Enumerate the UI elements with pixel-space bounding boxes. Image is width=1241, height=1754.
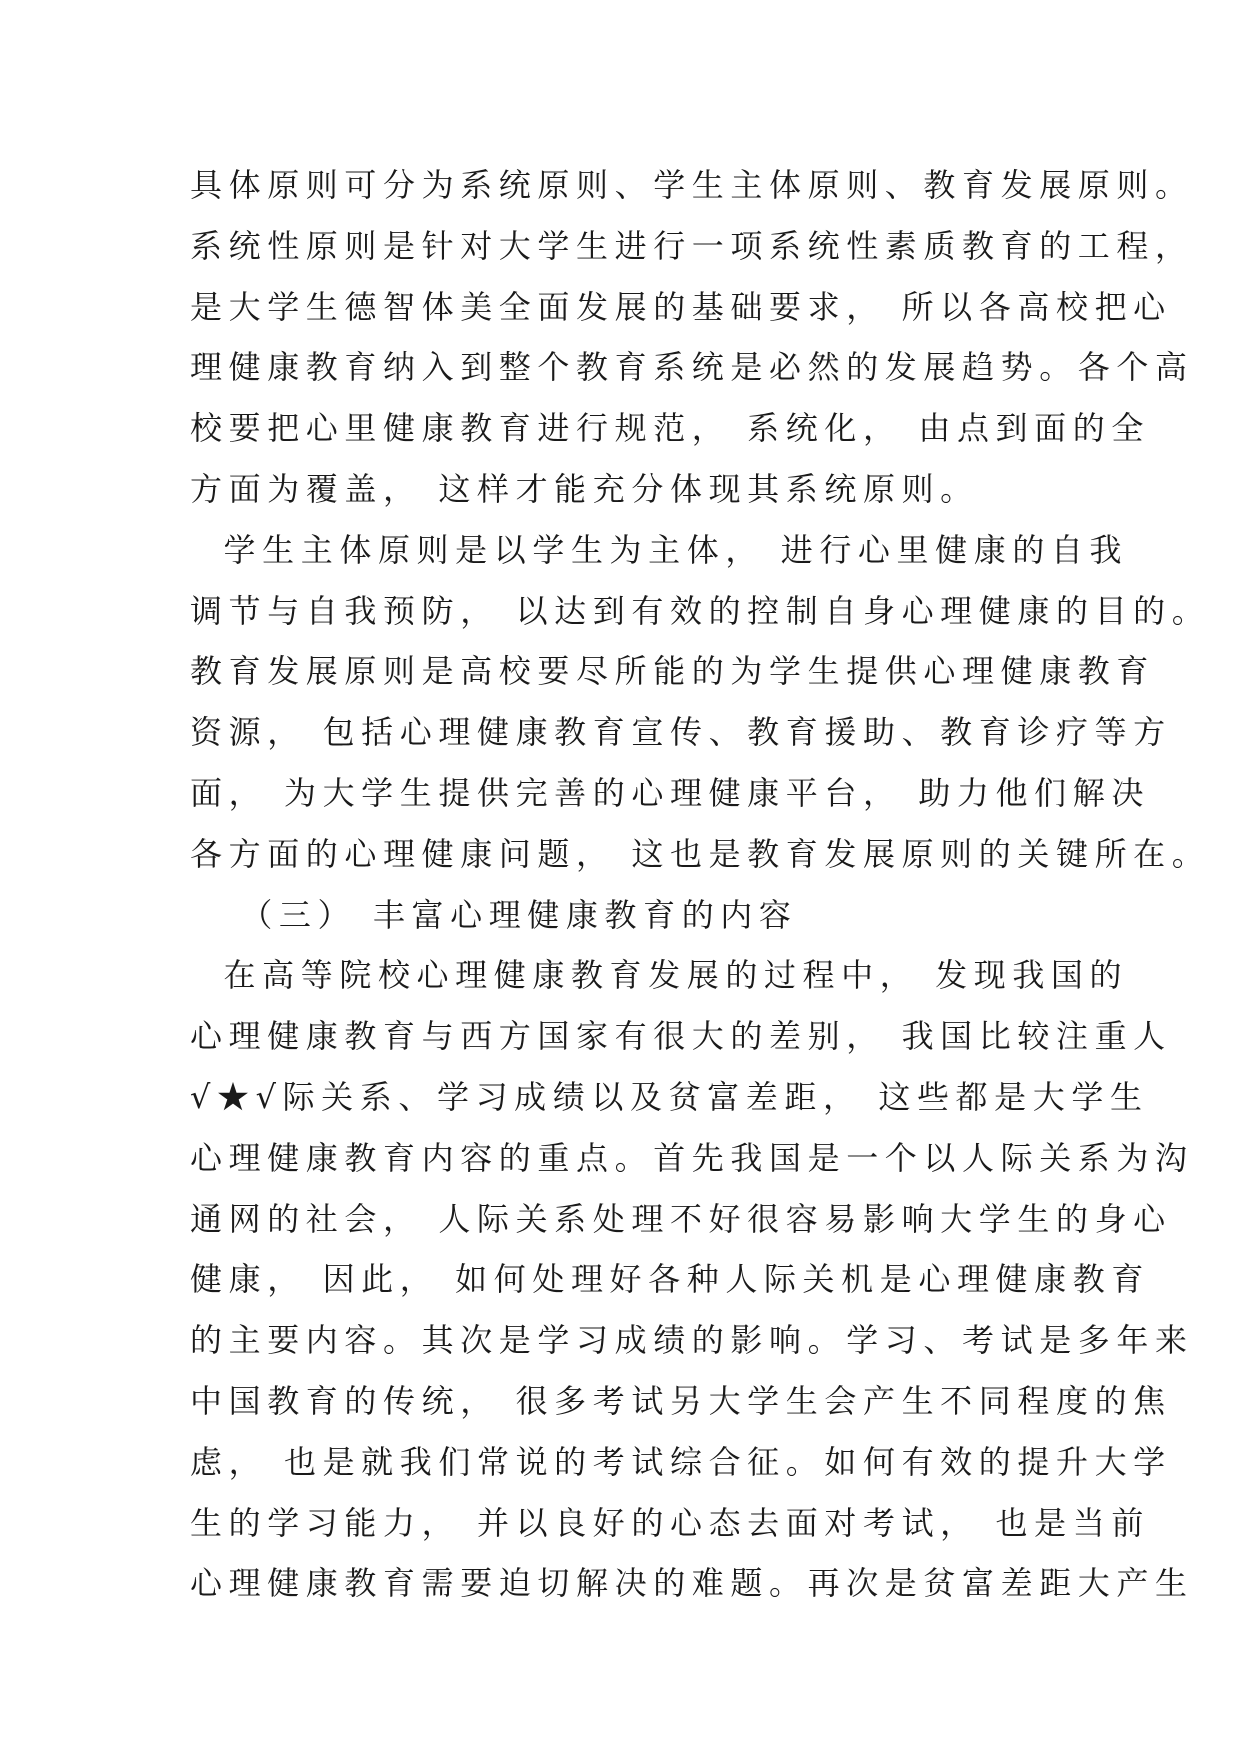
text-line: 健康， 因此， 如何处理好各种人际关机是心理健康教育 <box>190 1260 1150 1299</box>
text-line: 面， 为大学生提供完善的心理健康平台， 助力他们解决 <box>190 773 1150 812</box>
text-line: 各方面的心理健康问题， 这也是教育发展原则的关键所在。 <box>190 834 1211 873</box>
text-line: 中国教育的传统， 很多考试另大学生会产生不同程度的焦 <box>190 1381 1172 1420</box>
text-line: 生的学习能力， 并以良好的心态去面对考试， 也是当前 <box>190 1503 1150 1542</box>
text-line: 心理健康教育与西方国家有很大的差别， 我国比较注重人 <box>190 1017 1172 1056</box>
section-heading: （三） 丰富心理健康教育的内容 <box>190 895 798 934</box>
body-text <box>190 155 1211 1614</box>
text-line: 系统性原则是针对大学生进行一项系统性素质教育的工程， <box>190 226 1194 265</box>
text-line: 学生主体原则是以学生为主体， 进行心里健康的自我 <box>190 530 1129 569</box>
text-line: √★√际关系、学习成绩以及贫富差距， 这些都是大学生 <box>190 1077 1149 1116</box>
text-line: 的主要内容。其次是学习成绩的影响。学习、考试是多年来 <box>190 1321 1194 1360</box>
text-line: 在高等院校心理健康教育发展的过程中， 发现我国的 <box>190 956 1129 995</box>
text-line: 心理健康教育需要迫切解决的难题。再次是贫富差距大产生 <box>190 1564 1194 1603</box>
text-line: 理健康教育纳入到整个教育系统是必然的发展趋势。各个高 <box>190 348 1194 387</box>
text-line: 校要把心里健康教育进行规范， 系统化， 由点到面的全 <box>190 409 1150 448</box>
text-line: 心理健康教育内容的重点。首先我国是一个以人际关系为沟 <box>190 1138 1194 1177</box>
text-line: 虑， 也是就我们常说的考试综合征。如何有效的提升大学 <box>190 1442 1172 1481</box>
text-line: 通网的社会， 人际关系处理不好很容易影响大学生的身心 <box>190 1199 1172 1238</box>
text-line: 方面为覆盖， 这样才能充分体现其系统原则。 <box>190 469 979 508</box>
text-line: 资源， 包括心理健康教育宣传、教育援助、教育诊疗等方 <box>190 713 1172 752</box>
text-line: 具体原则可分为系统原则、学生主体原则、教育发展原则。 <box>190 166 1194 204</box>
text-line: 是大学生德智体美全面发展的基础要求， 所以各高校把心 <box>190 287 1172 326</box>
text-line: 调节与自我预防， 以达到有效的控制自身心理健康的目的。 <box>190 591 1211 630</box>
text-line: 教育发展原则是高校要尽所能的为学生提供心理健康教育 <box>190 652 1156 691</box>
